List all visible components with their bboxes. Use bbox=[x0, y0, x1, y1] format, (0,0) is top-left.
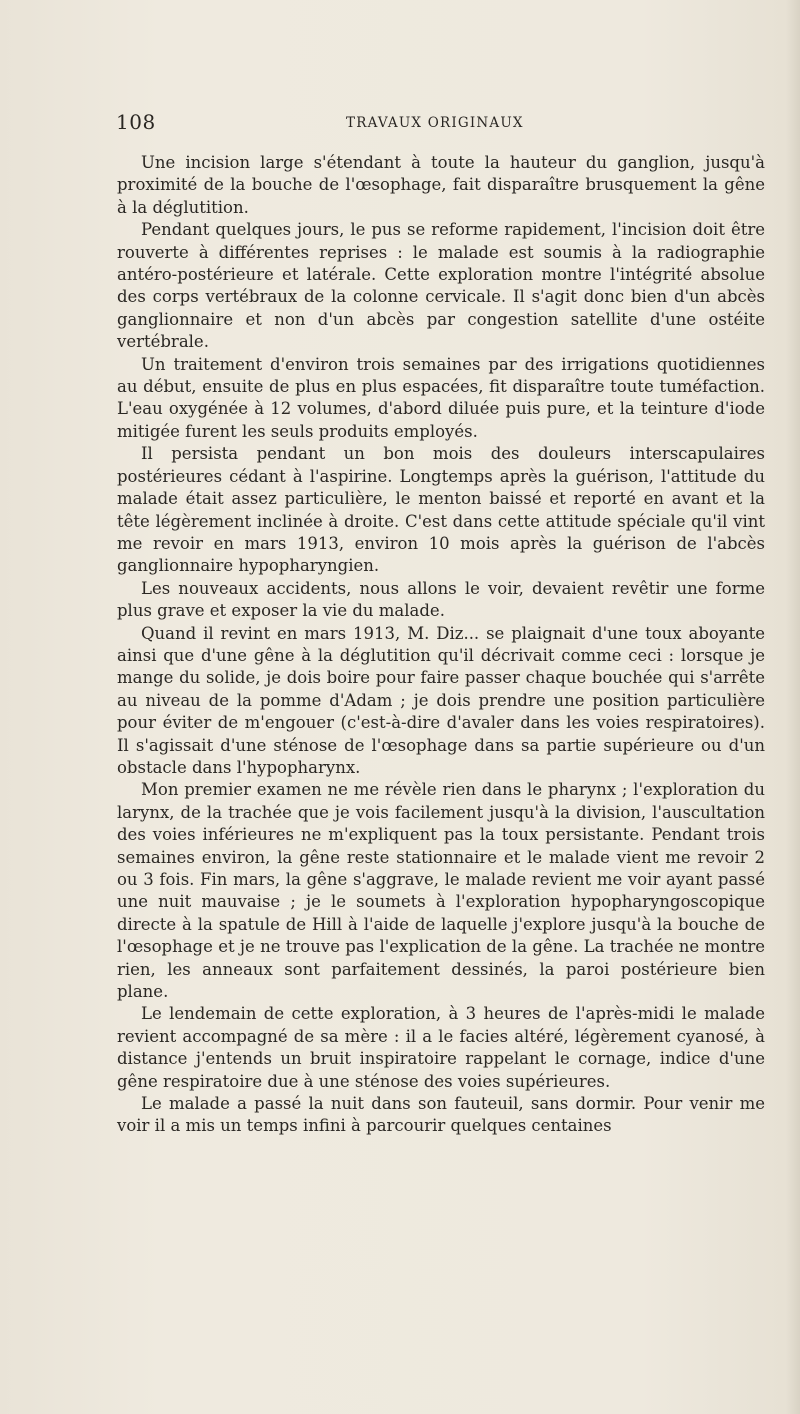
running-title: TRAVAUX ORIGINAUX bbox=[346, 115, 524, 131]
body-text bbox=[117, 152, 765, 1138]
paragraph: Un traitement d'environ trois semaines par des irrigations quotidiennes au début, ensuite de plus en plus espacées, fit disparaître toute tuméfaction. L'eau oxygénée à 12 volumes, d'abord diluée puis pure, et la teinture d'iode mitigée furent les seuls produits employés. bbox=[117, 354, 765, 441]
page-number: 108 bbox=[116, 110, 156, 134]
page-edge-shadow bbox=[786, 0, 800, 1414]
paragraph: Les nouveaux accidents, nous allons le voir, devaient revêtir une forme plus grave et exposer la vie du malade. bbox=[117, 578, 765, 621]
paragraph: Le lendemain de cette exploration, à 3 heures de l'après-midi le malade revient accompagné de sa mère : il a le facies altéré, légèrement cyanosé, à distance j'entends un bruit inspiratoire rappelant le cornage, indice d'une gêne respiratoire due à une sténose des voies supérieures. bbox=[117, 1004, 765, 1091]
paragraph: Quand il revint en mars 1913, M. Diz... se plaignait d'une toux aboyante ainsi que d'une gêne à la déglutition qu'il décrivait comme ceci : lorsque je mange du solide, je dois boire pour faire passer chaque bouchée qui s'arrête au niveau de la pomme d'Adam ; je dois prendre une position particulière pour éviter de m'engouer (c'est-à-dire d'avaler dans les voies respiratoires). Il s'agissait d'une sténose de l'œsophage dans sa partie supérieure ou d'un obstacle dans l'hypopharynx. bbox=[117, 623, 765, 777]
page-header bbox=[116, 110, 766, 144]
paragraph: Pendant quelques jours, le pus se reforme rapidement, l'incision doit être rouverte à différentes reprises : le malade est soumis à la radiographie antéro-postérieure et latérale. Cette exploration montre l'intégrité absolue des corps vertébraux de la colonne cervicale. Il s'agit donc bien d'un abcès ganglionnaire et non d'un abcès par congestion satellite d'une ostéite vertébrale. bbox=[117, 220, 765, 352]
paragraph: Il persista pendant un bon mois des douleurs interscapulaires postérieures cédant à l'aspirine. Longtemps après la guérison, l'attitude du malade était assez particulière, le menton baissé et reporté en avant et la tête légèrement inclinée à droite. C'est dans cette attitude spéciale qu'il vint me revoir en mars 1913, environ 10 mois après la guérison de l'abcès ganglionnaire hypopharyngien. bbox=[117, 444, 765, 576]
paragraph: Le malade a passé la nuit dans son fauteuil, sans dormir. Pour venir me voir il a mis un temps infini à parcourir quelques centaines bbox=[117, 1094, 765, 1136]
paragraph: Mon premier examen ne me révèle rien dans le pharynx ; l'exploration du larynx, de la trachée que je vois facilement jusqu'à la division, l'auscultation des voies inférieures ne m'expliquent pas la toux persistante. Pendant trois semaines environ, la gêne reste stationnaire et le malade vient me revoir 2 ou 3 fois. Fin mars, la gêne s'aggrave, le malade revient me voir ayant passé une nuit mauvaise ; je le soumets à l'exploration hypopharyngoscopique directe à la spatule de Hill à l'aide de laquelle j'explore jusqu'à la bouche de l'œsophage et je ne trouve pas l'explication de la gêne. La trachée ne montre rien, les anneaux sont parfaitement dessinés, la paroi postérieure bien plane. bbox=[117, 780, 765, 1002]
paragraph: Une incision large s'étendant à toute la hauteur du ganglion, jusqu'à proximité de la bouche de l'œsophage, fait disparaître brusquement la gêne à la déglutition. bbox=[117, 153, 765, 217]
